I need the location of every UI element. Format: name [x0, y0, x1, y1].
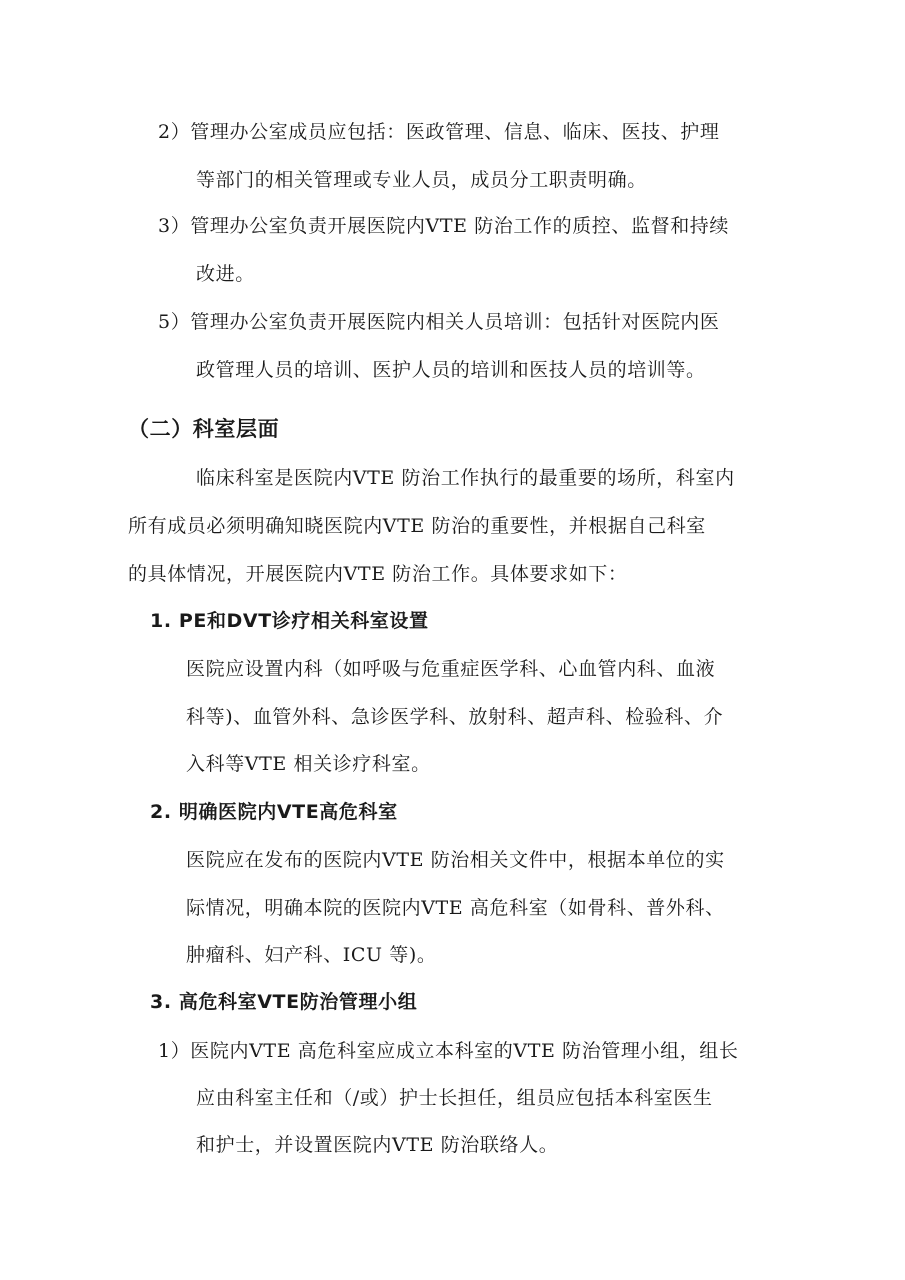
sub2-line-2: 际情况，明确本院的医院内VTE 高危科室（如骨科、普外科、	[186, 897, 725, 919]
list-number: 5）	[158, 311, 191, 333]
list-item-2-line-1	[158, 120, 720, 144]
intro-line-1: 临床科室是医院内VTE 防治工作执行的最重要的场所，科室内	[196, 467, 735, 489]
subheading-3: 3. 高危科室VTE防治管理小组	[150, 991, 418, 1013]
section-heading: （二）科室层面	[128, 417, 280, 441]
sub1-line-1: 医院应设置内科（如呼吸与危重症医学科、心血管内科、血液	[186, 658, 716, 680]
sub3-item-1-line-2: 应由科室主任和（/或）护士长担任，组员应包括本科室医生	[196, 1087, 713, 1109]
subheading-1: 1. PE和DVT诊疗相关科室设置	[150, 610, 429, 632]
sub1-line-2: 科等)、血管外科、急诊医学科、放射科、超声科、检验科、介	[186, 706, 724, 728]
list-text: 医院内VTE 高危科室应成立本科室的VTE 防治管理小组，组长	[190, 1040, 739, 1062]
list-item-2-line-2: 等部门的相关管理或专业人员，成员分工职责明确。	[196, 169, 647, 191]
list-number: 2）	[158, 121, 191, 143]
list-item-3-line-1	[158, 214, 729, 238]
list-number: 3）	[158, 215, 191, 237]
intro-line-3: 的具体情况，开展医院内VTE 防治工作。具体要求如下：	[128, 563, 628, 585]
list-number: 1）	[158, 1040, 191, 1062]
sub2-line-3: 肿瘤科、妇产科、ICU 等)。	[186, 944, 437, 966]
sub2-line-1: 医院应在发布的医院内VTE 防治相关文件中，根据本单位的实	[186, 849, 725, 871]
sub3-item-1-line-3: 和护士，并设置医院内VTE 防治联络人。	[196, 1134, 559, 1156]
sub3-item-1-line-1	[158, 1039, 739, 1063]
list-item-5-line-1	[158, 310, 720, 334]
subheading-2: 2. 明确医院内VTE高危科室	[150, 801, 398, 823]
sub1-line-3: 入科等VTE 相关诊疗科室。	[186, 753, 431, 775]
intro-line-2: 所有成员必须明确知晓医院内VTE 防治的重要性，并根据自己科室	[128, 515, 706, 537]
list-text: 管理办公室负责开展医院内VTE 防治工作的质控、监督和持续	[190, 215, 730, 237]
list-item-3-line-2: 改进。	[196, 263, 255, 285]
list-text: 管理办公室成员应包括：医政管理、信息、临床、医技、护理	[190, 121, 720, 143]
list-text: 管理办公室负责开展医院内相关人员培训：包括针对医院内医	[190, 311, 720, 333]
list-item-5-line-2: 政管理人员的培训、医护人员的培训和医技人员的培训等。	[196, 359, 706, 381]
